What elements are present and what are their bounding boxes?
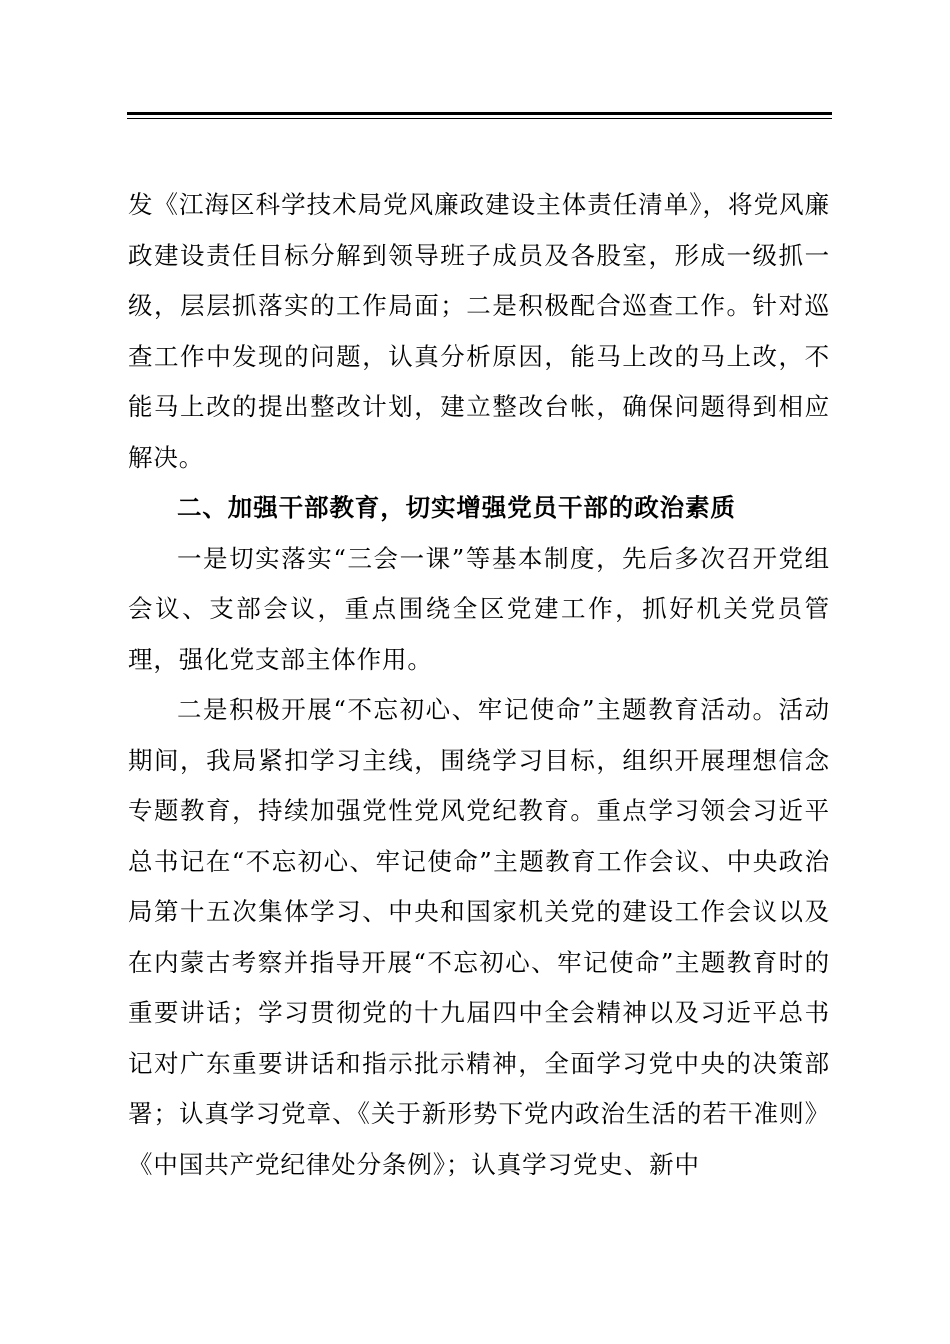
paragraph-theme-education: 二是积极开展“不忘初心、牢记使命”主题教育活动。活动期间，我局紧扣学习主线，围绕学习目标，组织开展理想信念专题教育，持续加强党性党风党纪教育。重点学习领会习近平总书记在“不忘初心、牢记使命”主题教育工作会议、中央政治局第十五次集体学习、中央和国家机关党的建设工作会议以及在内蒙古考察并指导开展“不忘初心、牢记使命”主题教育时的重要讲话；学习贯彻党的十九届四中全会精神以及习近平总书记对广东重要讲话和指示批示精神，全面学习党中央的决策部署；认真学习党章、《关于新形势下党内政治生活的若干准则》《中国共产党纪律处分条例》；认真学习党史、新中 [128,695,830,1179]
paragraph-three-meetings: 一是切实落实“三会一课”等基本制度，先后多次召开党组会议、支部会议，重点围绕全区党建工作，抓好机关党员管理，强化党支部主体作用。 [128,543,830,674]
header-rule-thick [127,112,832,115]
section-heading-2: 二、加强干部教育，切实增强党员干部的政治素质 [177,493,736,522]
document-body [128,180,830,1190]
header-double-rule [127,112,832,121]
header-rule-thin [127,118,832,119]
paragraph-continuation: 发《江海区科学技术局党风廉政建设主体责任清单》，将党风廉政建设责任目标分解到领导班子成员及各股室，形成一级抓一级，层层抓落实的工作局面；二是积极配合巡查工作。针对巡查工作中发现的问题，认真分析原因，能马上改的马上改，不能马上改的提出整改计划，建立整改台帐，确保问题得到相应解决。 [128,190,830,472]
